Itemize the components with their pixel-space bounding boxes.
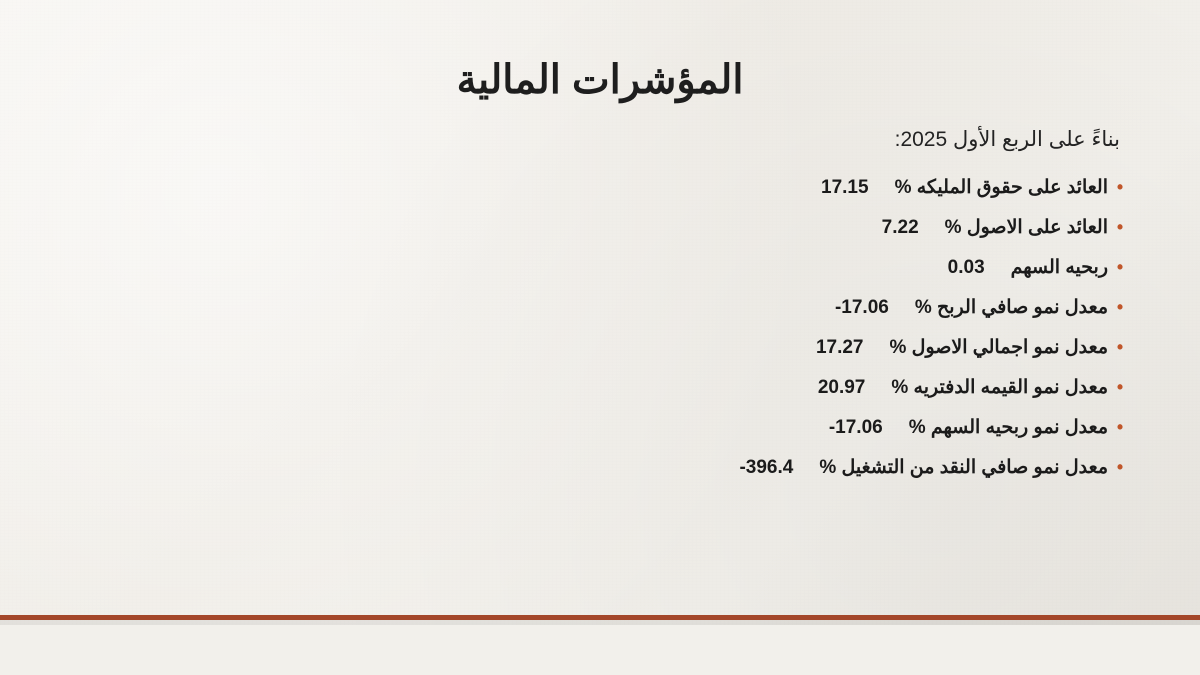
bullet-dot-icon: • [1116,336,1124,357]
list-item [508,168,1128,208]
bullet-dot-icon: • [1116,456,1124,477]
content-area [508,124,1128,488]
metric-value: 17.15 [821,176,869,198]
metric-label: العائد على حقوق المليكه % [894,176,1108,198]
metric-label: معدل نمو صافي الربح % [914,296,1108,318]
footer-divider [0,615,1200,620]
metric-value: -17.06 [834,296,889,318]
metric-value: 7.22 [881,216,919,238]
bullet-dot-icon: • [1116,216,1124,237]
metric-value: 20.97 [817,376,866,398]
metric-label: العائد على الاصول % [944,216,1108,238]
bullet-dot-icon: • [1116,376,1124,397]
list-item [508,248,1128,288]
page-title: المؤشرات المالية [456,57,744,102]
footer-divider-shadow [0,620,1200,625]
footer-area [0,625,1200,675]
list-item [508,408,1128,448]
metric-value: -17.06 [828,416,883,438]
list-item [508,448,1128,488]
list-item [508,208,1128,248]
metric-label: معدل نمو ربحيه السهم % [908,416,1108,438]
metric-value: 17.27 [815,336,864,358]
metric-label: معدل نمو اجمالي الاصول % [889,336,1108,358]
bullet-dot-icon: • [1116,296,1124,317]
list-item [508,368,1128,408]
metric-value: 0.03 [947,256,985,278]
metric-label: ربحيه السهم [1010,256,1108,278]
list-item [508,288,1128,328]
bullet-dot-icon: • [1116,416,1124,437]
metric-label: معدل نمو القيمه الدفتريه % [891,376,1108,398]
bullet-dot-icon: • [1116,176,1124,197]
bullet-dot-icon: • [1116,256,1124,277]
metric-label: معدل نمو صافي النقد من التشغيل % [819,456,1108,478]
list-item [508,328,1128,368]
metric-value: -396.4 [739,456,794,478]
metrics-list [508,168,1128,488]
intro-text: بناءً على الربع الأول 2025: [894,128,1120,151]
